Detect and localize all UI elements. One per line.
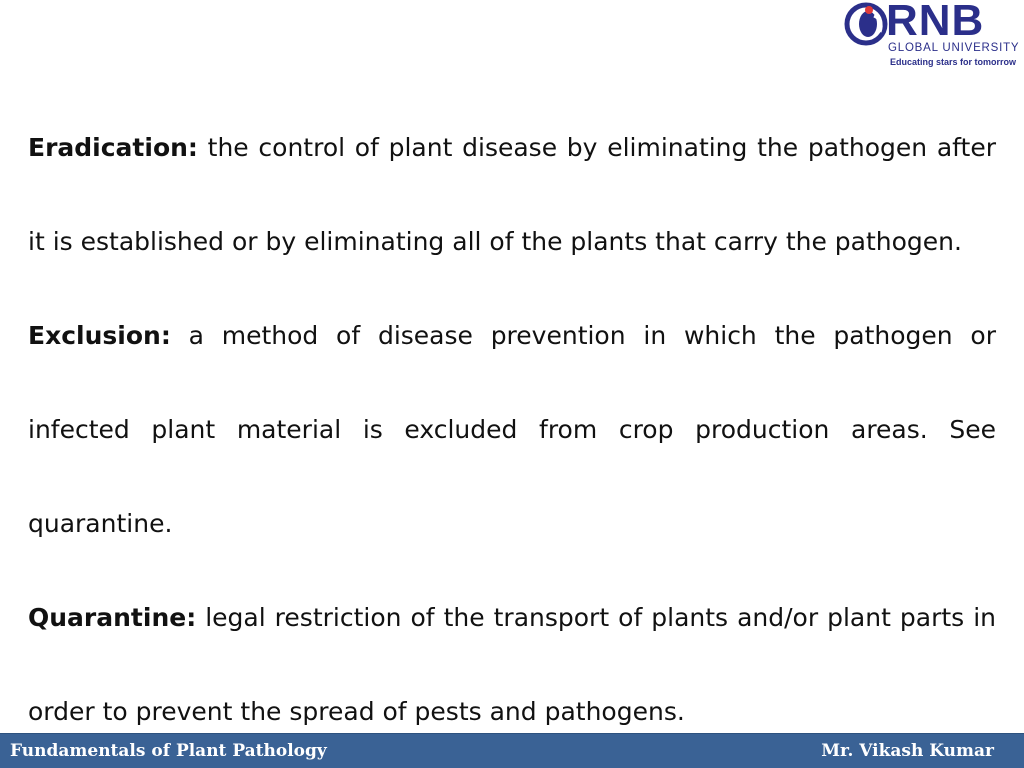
logo-tagline: Educating stars for tomorrow — [890, 57, 1017, 67]
university-logo — [834, 0, 1024, 72]
slide-content — [28, 101, 996, 759]
course-title: Fundamentals of Plant Pathology — [10, 741, 327, 761]
term-label: Eradication: — [28, 133, 198, 162]
definition-text: a method of disease prevention in which the pathogen or infected plant material is excluded from crop production areas. See quarantine. — [28, 321, 996, 538]
definition-text: legal restriction of the transport of plants and/or plant parts in order to prevent the spread of pests and pathogens. — [28, 603, 996, 726]
term-label: Exclusion: — [28, 321, 171, 350]
author-name: Mr. Vikash Kumar — [821, 741, 994, 761]
term-label: Quarantine: — [28, 603, 197, 632]
definition-exclusion — [28, 289, 996, 571]
logo-emblem-icon — [844, 2, 892, 46]
definition-quarantine — [28, 571, 996, 759]
logo-name: RNB — [886, 0, 985, 45]
footer-bar — [0, 733, 1024, 768]
definition-eradication — [28, 101, 996, 289]
logo-subtitle: GLOBAL UNIVERSITY — [888, 42, 1020, 54]
definition-text: the control of plant disease by eliminating the pathogen after it is established or by eliminating all of the plants that carry the pathogen. — [28, 133, 996, 256]
